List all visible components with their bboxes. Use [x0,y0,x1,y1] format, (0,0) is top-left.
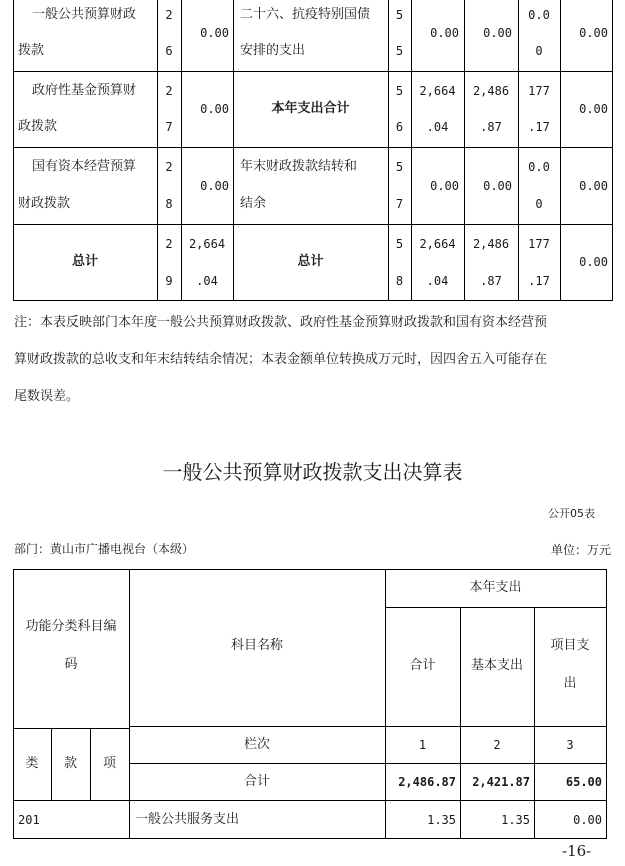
value: 2,486 [472,237,510,251]
row-project: 0.00 [573,813,602,827]
row-label: 国有资本经营预算 [32,159,137,174]
row-index: 2 [165,84,173,98]
row-index: 5 [395,237,404,251]
form-code: 公开05表 [548,507,595,520]
row-label: 总计 [71,254,98,269]
row-label: 结余 [240,196,267,211]
header-year-expense: 本年支出 [469,580,522,595]
value: 0.00 [483,26,512,40]
header-basic: 基本支出 [470,658,523,673]
row-code: 201 [18,813,40,827]
value: .04 [426,274,449,288]
value: .87 [480,120,502,134]
value: 2,664 [419,237,456,251]
header-item-name: 科目名称 [230,638,283,653]
value: 0.00 [579,179,608,193]
row-label: 安排的支出 [240,43,306,58]
row-index: 9 [165,274,173,288]
value: 2,664 [419,84,456,98]
header-project: 项目支 [550,638,590,653]
page-number: -16- [562,842,592,860]
header-kuan: 款 [63,756,77,771]
row-index: 5 [395,8,404,22]
sum-project: 65.00 [565,775,602,789]
row-label: 年末财政拨款结转和 [240,159,358,174]
header-xiang: 项 [102,756,116,771]
row-index: 6 [165,44,173,58]
row-index: 7 [395,197,404,211]
header-project: 出 [563,676,577,691]
value: 0.0 [528,160,550,174]
sum-total: 2,486.87 [398,775,456,789]
row-index: 2 [165,237,173,251]
row-label: 一般公共预算财政 [32,7,137,22]
value: 0.00 [430,179,459,193]
column-index: 3 [566,738,574,752]
value: .87 [480,274,502,288]
row-label: 财政拨款 [18,196,71,211]
row-basic: 1.35 [501,813,530,827]
row-index: 6 [395,120,404,134]
row-index: 2 [165,160,173,174]
sum-label: 合计 [243,774,270,789]
amount: 2,664 [188,237,226,251]
note-line: 尾数误差。 [14,389,80,404]
value: 0.0 [528,8,550,22]
column-index-label: 栏次 [243,737,270,752]
value: 0.00 [579,26,608,40]
sum-basic: 2,421.87 [472,775,530,789]
row-name: 一般公共服务支出 [135,812,240,827]
value: .17 [528,274,550,288]
header-lei: 类 [25,756,39,771]
row-label: 政府性基金预算财 [32,83,137,98]
department: 部门：黄山市广播电视台（本级） [14,542,195,556]
value: 2,486 [472,84,510,98]
column-index: 2 [493,738,501,752]
amount: .04 [196,274,218,288]
row-total: 1.35 [427,813,456,827]
value: 0.00 [430,26,459,40]
row-label: 拨款 [18,43,45,58]
column-index: 1 [418,738,427,752]
note-line: 注：本表反映部门本年度一般公共预算财政拨款、政府性基金预算财政拨款和国有资本经营预 [14,315,548,330]
row-index: 2 [165,8,173,22]
row-label: 政拨款 [18,119,58,134]
row-index: 5 [395,84,404,98]
value: .04 [426,120,449,134]
unit-label: 单位：万元 [551,543,612,557]
header-function-code: 码 [64,657,78,672]
value: 0.00 [579,102,608,116]
amount: 0.00 [200,102,229,116]
row-label: 本年支出合计 [271,101,350,116]
note-line: 算财政拨款的总收支和年末结转结余情况；本表金额单位转换成万元时，因四舍五入可能存在 [14,352,548,367]
amount: 0.00 [200,179,229,193]
amount: 0.00 [200,26,229,40]
value: 0.00 [483,179,512,193]
value: 0.00 [579,255,608,269]
value: 0 [535,197,543,211]
row-index: 8 [165,197,173,211]
value: 177 [528,84,550,98]
page-title: 一般公共预算财政拨款支出决算表 [162,460,463,484]
row-index: 7 [165,120,173,134]
row-index: 5 [395,160,404,174]
row-index: 8 [395,274,404,288]
value: 177 [528,237,550,251]
value: 0 [535,44,543,58]
value: .17 [528,120,550,134]
header-total: 合计 [409,658,436,673]
header-function-code: 功能分类科目编 [25,619,117,634]
row-label: 总计 [297,254,324,269]
row-index: 5 [395,44,404,58]
row-label: 二十六、抗疫特别国债 [240,7,371,22]
